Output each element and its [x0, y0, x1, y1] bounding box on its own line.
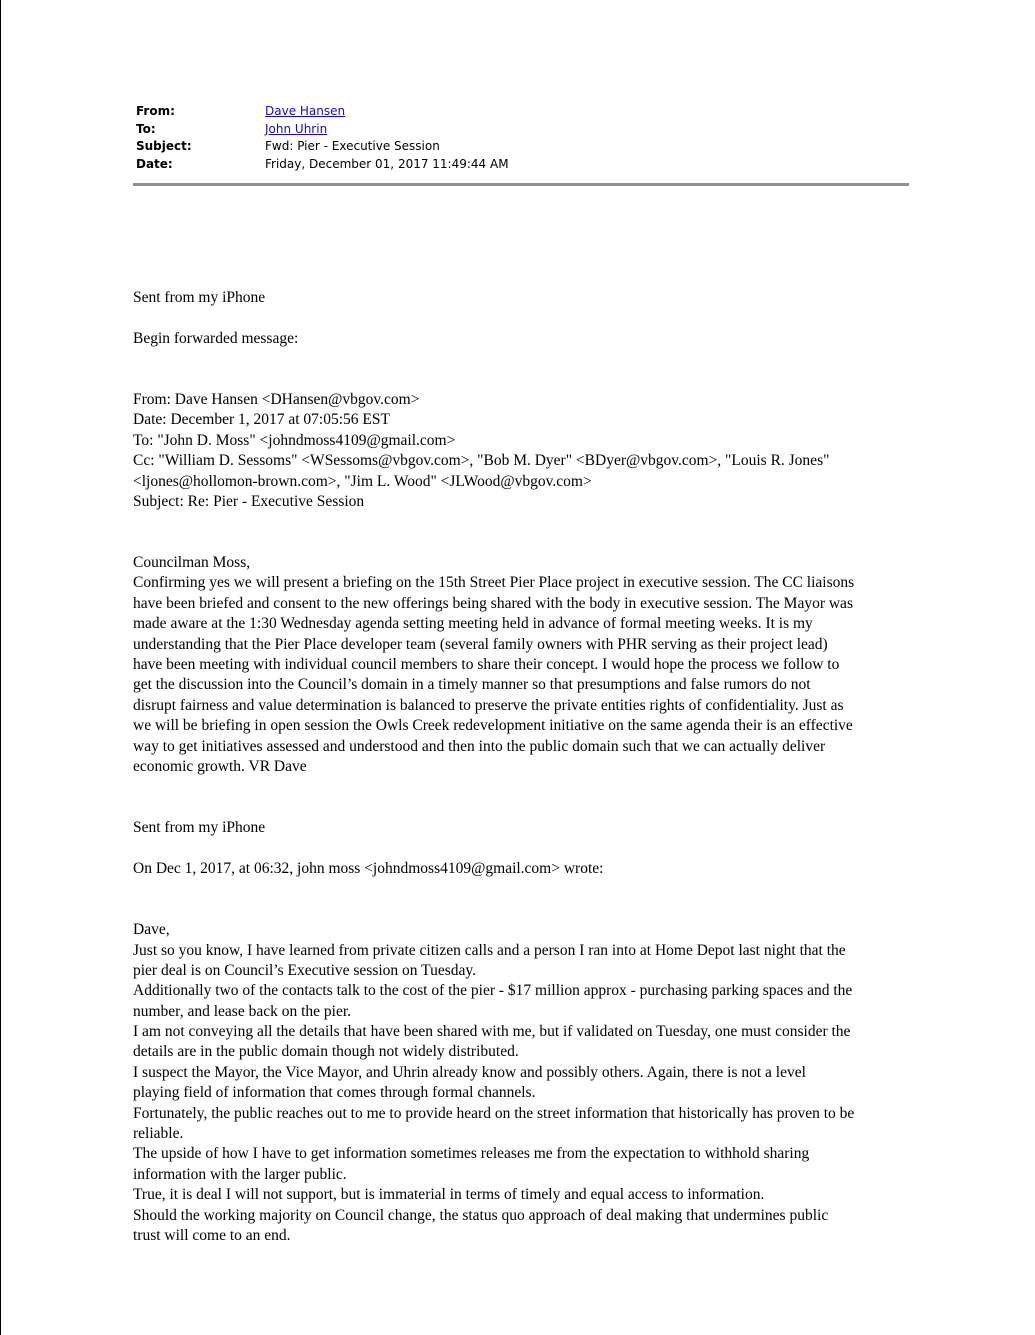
paragraph-line: made aware at the 1:30 Wednesday agenda setting meeting held in advance of formal meeting weeks. It is my: [133, 615, 813, 633]
quoted-paragraph: [133, 941, 923, 1247]
paragraph-line: details are in the public domain though not widely distributed.: [133, 1043, 519, 1061]
date-value: Friday, December 01, 2017 11:49:44 AM: [265, 156, 509, 171]
paragraph-line: way to get initiatives assessed and understood and then into the public domain such that we can actually deliver: [133, 737, 826, 755]
paragraph-line: pier deal is on Council’s Executive session on Tuesday.: [133, 961, 476, 979]
forwarded-to: To: "John D. Moss" <johndmoss4109@gmail.com>: [133, 431, 456, 449]
paragraph-line: I suspect the Mayor, the Vice Mayor, and Uhrin already know and possibly others. Again, there is not a level: [133, 1063, 806, 1081]
paragraph-line: The upside of how I have to get information sometimes releases me from the expectation to withhold sharing: [133, 1145, 810, 1163]
to-link[interactable]: John Uhrin: [265, 121, 328, 136]
sent-from-iphone-1: Sent from my iPhone: [133, 289, 266, 306]
paragraph-line: we will be briefing in open session the Owls Creek redevelopment initiative on the same agenda their is an effective: [133, 717, 853, 735]
paragraph-line: information with the larger public.: [133, 1165, 347, 1183]
paragraph-line: True, it is deal I will not support, but is immaterial in terms of timely and equal access to information.: [133, 1186, 765, 1204]
greeting-councilman-moss: Councilman Moss,: [133, 554, 251, 572]
paragraph-line: trust will come to an end.: [133, 1226, 291, 1244]
forwarded-subject: Subject: Re: Pier - Executive Session: [133, 492, 365, 510]
paragraph-line: number, and lease back on the pier.: [133, 1002, 352, 1020]
paragraph-line: reliable.: [133, 1125, 184, 1143]
paragraph-line: Fortunately, the public reaches out to me to provide heard on the street information that historically has proven to be: [133, 1104, 855, 1122]
reply-paragraph: [133, 573, 923, 777]
forwarded-from: From: Dave Hansen <DHansen@vbgov.com>: [133, 390, 420, 408]
page-edge: [0, 0, 1, 1335]
paragraph-line: Confirming yes we will present a briefing on the 15th Street Pier Place project in executive session. The CC liaisons: [133, 574, 855, 592]
header-divider: [133, 183, 909, 186]
forwarded-cc-line-1: Cc: "William D. Sessoms" <WSessoms@vbgov.com>, "Bob M. Dyer" <BDyer@vbgov.com>, "Louis R. Jones": [133, 452, 830, 470]
email-body: [133, 288, 923, 1246]
paragraph-line: disrupt fairness and value determination is balanced to preserve the private entities rights of confidentiality. Just as: [133, 696, 844, 714]
subject-value: Fwd: Pier - Executive Session: [265, 139, 440, 154]
paragraph-line: get the discussion into the Council’s domain in a timely manner so that presumptions and false rumors do not: [133, 676, 811, 694]
date-label: Date:: [136, 156, 173, 171]
forwarded-date: Date: December 1, 2017 at 07:05:56 EST: [133, 411, 390, 429]
paragraph-line: Should the working majority on Council change, the status quo approach of deal making that undermines public: [133, 1206, 829, 1224]
paragraph-line: I am not conveying all the details that have been shared with me, but if validated on Tuesday, one must consider the: [133, 1023, 851, 1041]
greeting-dave: Dave,: [133, 921, 170, 939]
paragraph-line: economic growth. VR Dave: [133, 757, 307, 775]
from-label: From:: [136, 104, 175, 118]
forwarded-cc-line-2: <ljones@hollomon-brown.com>, "Jim L. Wood" <JLWood@vbgov.com>: [133, 472, 592, 490]
paragraph-line: Additionally two of the contacts talk to the cost of the pier - $17 million approx - purchasing parking spaces and the: [133, 982, 853, 1000]
to-label: To:: [136, 121, 156, 136]
paragraph-line: understanding that the Pier Place developer team (several family owners with PHR serving as their project lead): [133, 635, 828, 653]
paragraph-line: have been meeting with individual council members to share their concept. I would hope the process we follow to: [133, 656, 840, 674]
begin-forwarded-message: Begin forwarded message:: [133, 329, 299, 347]
paragraph-line: have been briefed and consent to the new offerings being shared with the body in executive session. The Mayor was: [133, 594, 853, 612]
sent-from-iphone-2: Sent from my iPhone: [133, 819, 266, 837]
paragraph-line: playing field of information that comes through formal channels.: [133, 1084, 536, 1102]
quoted-attribution: On Dec 1, 2017, at 06:32, john moss <johndmoss4109@gmail.com> wrote:: [133, 859, 604, 877]
from-link[interactable]: Dave Hansen: [265, 104, 346, 118]
subject-label: Subject:: [136, 139, 192, 154]
paragraph-line: Just so you know, I have learned from private citizen calls and a person I ran into at Home Depot last night that the: [133, 941, 846, 959]
